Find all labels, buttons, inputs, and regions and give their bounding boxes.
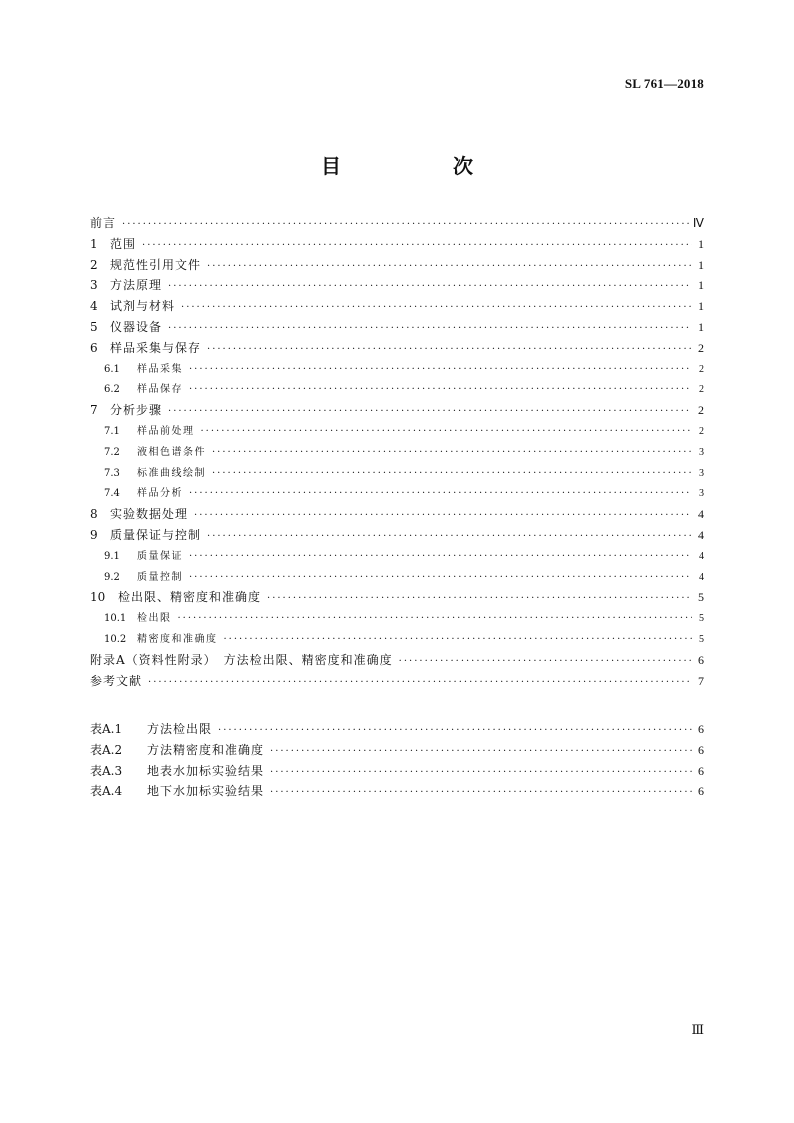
toc-entry-number: 4 — [90, 299, 98, 314]
toc-entry[interactable] — [90, 720, 704, 741]
toc-entry-number: 3 — [90, 278, 98, 293]
toc-entry[interactable] — [90, 526, 704, 547]
dot-leader — [270, 746, 692, 757]
toc-entry-label: 范围 — [110, 236, 137, 251]
toc-entry-number: 10.1 — [104, 613, 127, 625]
toc-entry-page: 3 — [699, 488, 704, 500]
toc-entry-label: 方法原理 — [110, 278, 163, 293]
toc-entry-page: 6 — [698, 763, 704, 778]
toc-entry-label: 附录A（资料性附录） 方法检出限、精密度和准确度 — [90, 652, 393, 667]
toc-subentry[interactable] — [90, 380, 704, 401]
toc-entry-page: 6 — [698, 722, 704, 736]
dot-leader — [207, 261, 692, 272]
toc-entry-page: 1 — [698, 299, 704, 314]
toc-entry-page: 2 — [698, 403, 704, 418]
toc-entry-number: 表A.4 — [90, 784, 123, 799]
toc-entry[interactable] — [90, 214, 704, 235]
toc-entry-number: 7.4 — [104, 488, 120, 500]
toc-entry-label: 样品保存 — [137, 384, 183, 396]
toc-entry-label: 检出限、精密度和准确度 — [118, 590, 262, 605]
dot-leader — [201, 426, 693, 437]
dot-leader — [189, 384, 692, 395]
page-number: Ⅲ — [691, 1022, 704, 1037]
toc-entry-page: 7 — [698, 673, 704, 688]
toc-entry-page: 6 — [698, 742, 704, 757]
toc-entry-label: 方法检出限 — [147, 722, 213, 736]
toc-entry-number: 10 — [90, 590, 106, 605]
table-of-contents — [90, 214, 704, 692]
toc-entry-number: 9.1 — [104, 550, 120, 562]
toc-entry-label: 液相色谱条件 — [137, 446, 206, 458]
toc-entry[interactable] — [90, 297, 704, 318]
toc-entry-label: 样品采集 — [137, 363, 183, 375]
dot-leader — [181, 302, 692, 313]
toc-entry-number: 6 — [90, 340, 98, 355]
dot-leader — [212, 468, 692, 479]
toc-entry[interactable] — [90, 762, 704, 783]
toc-entry-page: 5 — [698, 590, 704, 605]
toc-entry-page: 4 — [698, 507, 704, 522]
toc-entry-number: 6.1 — [104, 363, 120, 375]
page-title: 目 次 — [321, 154, 519, 178]
toc-entry[interactable] — [90, 741, 704, 762]
toc-subentry[interactable] — [90, 547, 704, 568]
toc-entry-page: 4 — [699, 550, 704, 562]
toc-entry-number: 10.2 — [104, 633, 127, 645]
toc-entry-page: 2 — [699, 384, 704, 396]
toc-entry-number: 表A.2 — [90, 742, 123, 757]
toc-entry-page: 4 — [698, 527, 704, 542]
toc-entry[interactable] — [90, 235, 704, 256]
dot-leader — [218, 725, 692, 736]
toc-entry[interactable] — [90, 401, 704, 422]
toc-entry-page: 5 — [699, 613, 704, 625]
toc-entry-label: 实验数据处理 — [110, 507, 189, 522]
toc-entry[interactable] — [90, 672, 704, 693]
toc-entry-label: 样品前处理 — [137, 425, 195, 437]
dot-leader — [270, 787, 692, 798]
toc-entry-number: 7.1 — [104, 425, 120, 437]
toc-entry-label: 样品采集与保存 — [110, 340, 202, 355]
dot-leader — [168, 406, 692, 417]
toc-entry-label: 前言 — [90, 216, 117, 230]
toc-entry[interactable] — [90, 339, 704, 360]
dot-leader — [207, 531, 692, 542]
toc-entry-page: 6 — [698, 652, 704, 667]
toc-entry-page: 2 — [699, 425, 704, 437]
toc-subentry[interactable] — [90, 464, 704, 485]
toc-entry-label: 标准曲线绘制 — [137, 467, 206, 479]
toc-entry[interactable] — [90, 318, 704, 339]
toc-entry[interactable] — [90, 588, 704, 609]
toc-entry-page: 5 — [699, 633, 704, 645]
toc-entry-number: 表A.1 — [90, 722, 123, 736]
dot-leader — [189, 572, 692, 583]
toc-entry-number: 2 — [90, 257, 98, 272]
toc-entry-page: 1 — [698, 257, 704, 272]
toc-entry-page: 4 — [699, 571, 704, 583]
toc-entry[interactable] — [90, 256, 704, 277]
toc-entry-label: 仪器设备 — [110, 319, 163, 334]
toc-entry-label: 样品分析 — [137, 488, 183, 500]
toc-entry-label: 地下水加标实验结果 — [147, 784, 265, 799]
toc-subentry[interactable] — [90, 422, 704, 443]
toc-entry-label: 方法精密度和准确度 — [147, 742, 265, 757]
toc-entry-number: 7.3 — [104, 467, 120, 479]
dot-leader — [189, 364, 692, 375]
toc-entry-number: 7.2 — [104, 446, 120, 458]
dot-leader — [122, 219, 689, 230]
toc-entry-page: 3 — [699, 467, 704, 479]
toc-entry[interactable] — [90, 651, 704, 672]
toc-entry-label: 参考文献 — [90, 673, 143, 688]
toc-entry-page: 2 — [699, 363, 704, 375]
toc-entry-number: 9 — [90, 527, 98, 542]
toc-entry-number: 1 — [90, 236, 98, 251]
toc-subentry[interactable] — [90, 443, 704, 464]
toc-entry-label: 质量保证 — [137, 550, 183, 562]
toc-entry-label: 质量控制 — [137, 571, 183, 583]
dot-leader — [207, 344, 692, 355]
toc-entry-label: 检出限 — [137, 613, 172, 625]
toc-entry-number: 8 — [90, 507, 98, 522]
toc-entry-number: 表A.3 — [90, 763, 123, 778]
toc-entry-page: 3 — [699, 446, 704, 458]
toc-entry[interactable] — [90, 782, 704, 803]
dot-leader — [168, 323, 692, 334]
toc-entry-label: 精密度和准确度 — [137, 633, 218, 645]
dot-leader — [212, 447, 692, 458]
toc-entry-page: 2 — [698, 340, 704, 355]
dot-leader — [224, 634, 693, 645]
dot-leader — [267, 593, 692, 604]
toc-entry[interactable] — [90, 505, 704, 526]
toc-entry-label: 分析步骤 — [110, 403, 163, 418]
toc-entry-number: 5 — [90, 319, 98, 334]
toc-entry-label: 质量保证与控制 — [110, 527, 202, 542]
dot-leader — [399, 656, 692, 667]
dot-leader — [189, 551, 692, 562]
toc-subentry[interactable] — [90, 630, 704, 651]
toc-entry-number: 6.2 — [104, 384, 120, 396]
dot-leader — [142, 240, 692, 251]
toc-subentry[interactable] — [90, 609, 704, 630]
toc-entry[interactable] — [90, 276, 704, 297]
dot-leader — [189, 488, 692, 499]
list-of-tables — [90, 720, 704, 803]
toc-entry-page: 1 — [698, 319, 704, 334]
toc-entry-page: 1 — [698, 236, 704, 251]
dot-leader — [178, 613, 693, 624]
toc-entry-label: 地表水加标实验结果 — [147, 763, 265, 778]
standard-code: SL 761—2018 — [624, 76, 704, 91]
toc-subentry[interactable] — [90, 484, 704, 505]
toc-entry-label: 规范性引用文件 — [110, 257, 202, 272]
dot-leader — [270, 767, 692, 778]
toc-subentry[interactable] — [90, 568, 704, 589]
toc-entry-page: 6 — [698, 784, 704, 799]
toc-entry-number: 9.2 — [104, 571, 120, 583]
toc-subentry[interactable] — [90, 360, 704, 381]
dot-leader — [168, 281, 692, 292]
dot-leader — [194, 510, 692, 521]
toc-entry-page: Ⅳ — [692, 216, 704, 230]
toc-entry-number: 7 — [90, 403, 98, 418]
toc-entry-label: 试剂与材料 — [110, 299, 176, 314]
toc-entry-page: 1 — [698, 278, 704, 293]
dot-leader — [148, 677, 692, 688]
